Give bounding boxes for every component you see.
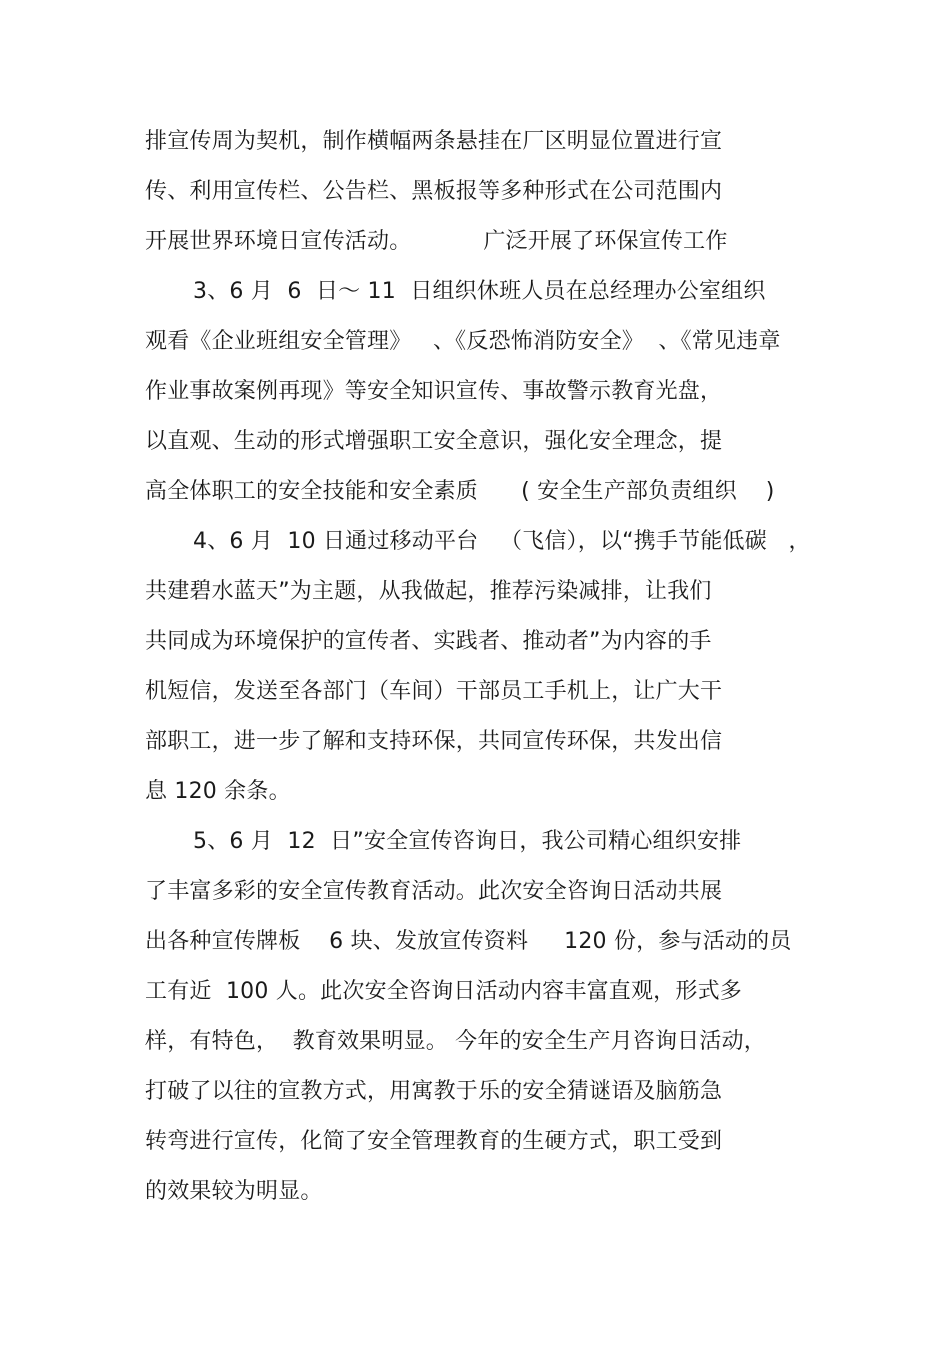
text-line-13: 部职工，进一步了解和支持环保，共同宣传环保，共发出信 (145, 729, 723, 754)
text-line-8: 高全体职工的安全技能和安全素质 ( 安全生产部负责组织 ) (145, 479, 775, 504)
text-line-21: 转弯进行宣传，化简了安全管理教育的生硬方式，职工受到 (145, 1129, 723, 1154)
text-line-3: 开展世界环境日宣传活动。 广泛开展了环保宣传工作 (145, 229, 728, 254)
text-line-17: 出各种宣传牌板 6 块、发放宣传资料 120 份，参与活动的员 (145, 929, 792, 954)
text-line-11: 共同成为环境保护的宣传者、实践者、推动者”为内容的手 (145, 629, 712, 654)
text-line-1: 排宣传周为契机，制作横幅两条悬挂在厂区明显位置进行宣 (145, 129, 723, 154)
text-line-15: 5、6 月 12 日”安全宣传咨询日，我公司精心组织安排 (193, 829, 742, 854)
text-line-9: 4、6 月 10 日通过移动平台 （飞信），以“携手节能低碳 ， (193, 529, 811, 554)
text-line-18: 工有近 100 人。此次安全咨询日活动内容丰富直观，形式多 (145, 979, 742, 1004)
text-line-14: 息 120 余条。 (145, 779, 291, 804)
text-line-7: 以直观、生动的形式增强职工安全意识，强化安全理念，提 (145, 429, 723, 454)
text-line-12: 机短信，发送至各部门（车间）干部员工手机上，让广大干 (145, 679, 723, 704)
text-line-10: 共建碧水蓝天”为主题，从我做起，推荐污染减排，让我们 (145, 579, 712, 604)
text-line-2: 传、利用宣传栏、公告栏、黑板报等多种形式在公司范围内 (145, 179, 723, 204)
text-line-20: 打破了以往的宣教方式，用寓教于乐的安全猜谜语及脑筋急 (145, 1079, 723, 1104)
text-line-16: 了丰富多彩的安全宣传教育活动。此次安全咨询日活动共展 (145, 879, 723, 904)
text-line-4: 3、6 月 6 日～ 11 日组织休班人员在总经理办公室组织 (193, 279, 766, 304)
text-line-19: 样，有特色， 教育效果明显。 今年的安全生产月咨询日活动， (145, 1029, 766, 1054)
text-line-6: 作业事故案例再现》等安全知识宣传、事故警示教育光盘， (145, 379, 723, 404)
text-line-22: 的效果较为明显。 (145, 1179, 323, 1204)
text-line-5: 观看《企业班组安全管理》 、《反恐怖消防安全》 、《常见违章 (145, 329, 781, 354)
